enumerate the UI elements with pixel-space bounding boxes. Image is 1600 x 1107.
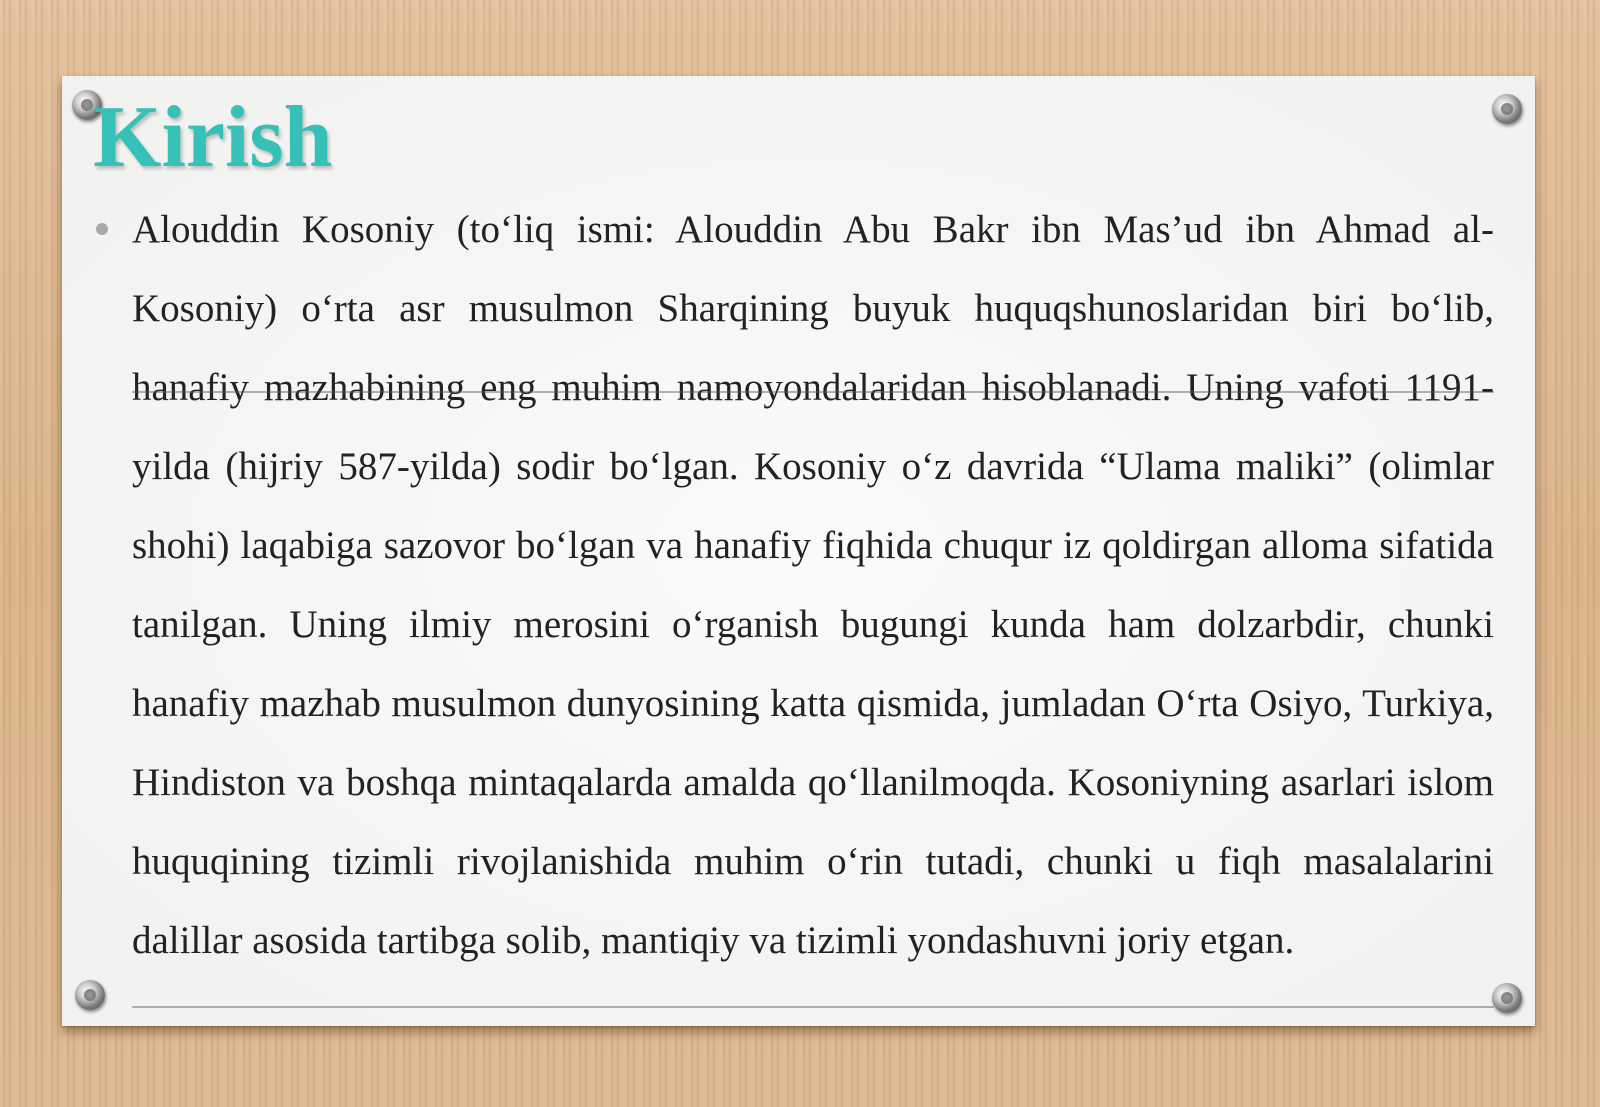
bullet-icon bbox=[96, 223, 108, 235]
pushpin-bottom-left bbox=[75, 980, 105, 1010]
pushpin-top-right bbox=[1492, 94, 1522, 124]
slide-title: Kirish bbox=[93, 89, 333, 186]
pushpin-bottom-right bbox=[1492, 983, 1522, 1013]
overlay-rule-line bbox=[132, 1006, 1494, 1008]
overlay-rule-line bbox=[132, 391, 1494, 393]
slide-body-paragraph: Alouddin Kosoniy (to‘liq ismi: Alouddin Abu Bakr ibn Mas’ud ibn Ahmad al-Kosoniy) o‘rta asr musulmon Sharqining buyuk huquqshunoslaridan biri bo‘lib, hanafiy mazhabining eng muhim namoyondalaridan hisoblanadi. Uning vafoti 1191-yilda (hijriy 587-yilda) sodir bo‘lgan. Kosoniy o‘z davrida “Ulama maliki” (olimlar shohi) laqabiga sazovor bo‘lgan va hanafiy fiqhida chuqur iz qoldirgan alloma sifatida tanilgan. Uning ilmiy merosini o‘rganish bugungi kunda ham dolzarbdir, chunki hanafiy mazhab musulmon dunyosining katta qismida, jumladan O‘rta Osiyo, Turkiya, Hindiston va boshqa mintaqalarda amalda qo‘llanilmoqda. Kosoniyning asarlari islom huquqining tizimli rivojlanishida muhim o‘rin tutadi, chunki u fiqh masalalarini dalillar asosida tartibga solib, mantiqiy va tizimli yondashuvni joriy etgan. bbox=[132, 208, 1494, 962]
